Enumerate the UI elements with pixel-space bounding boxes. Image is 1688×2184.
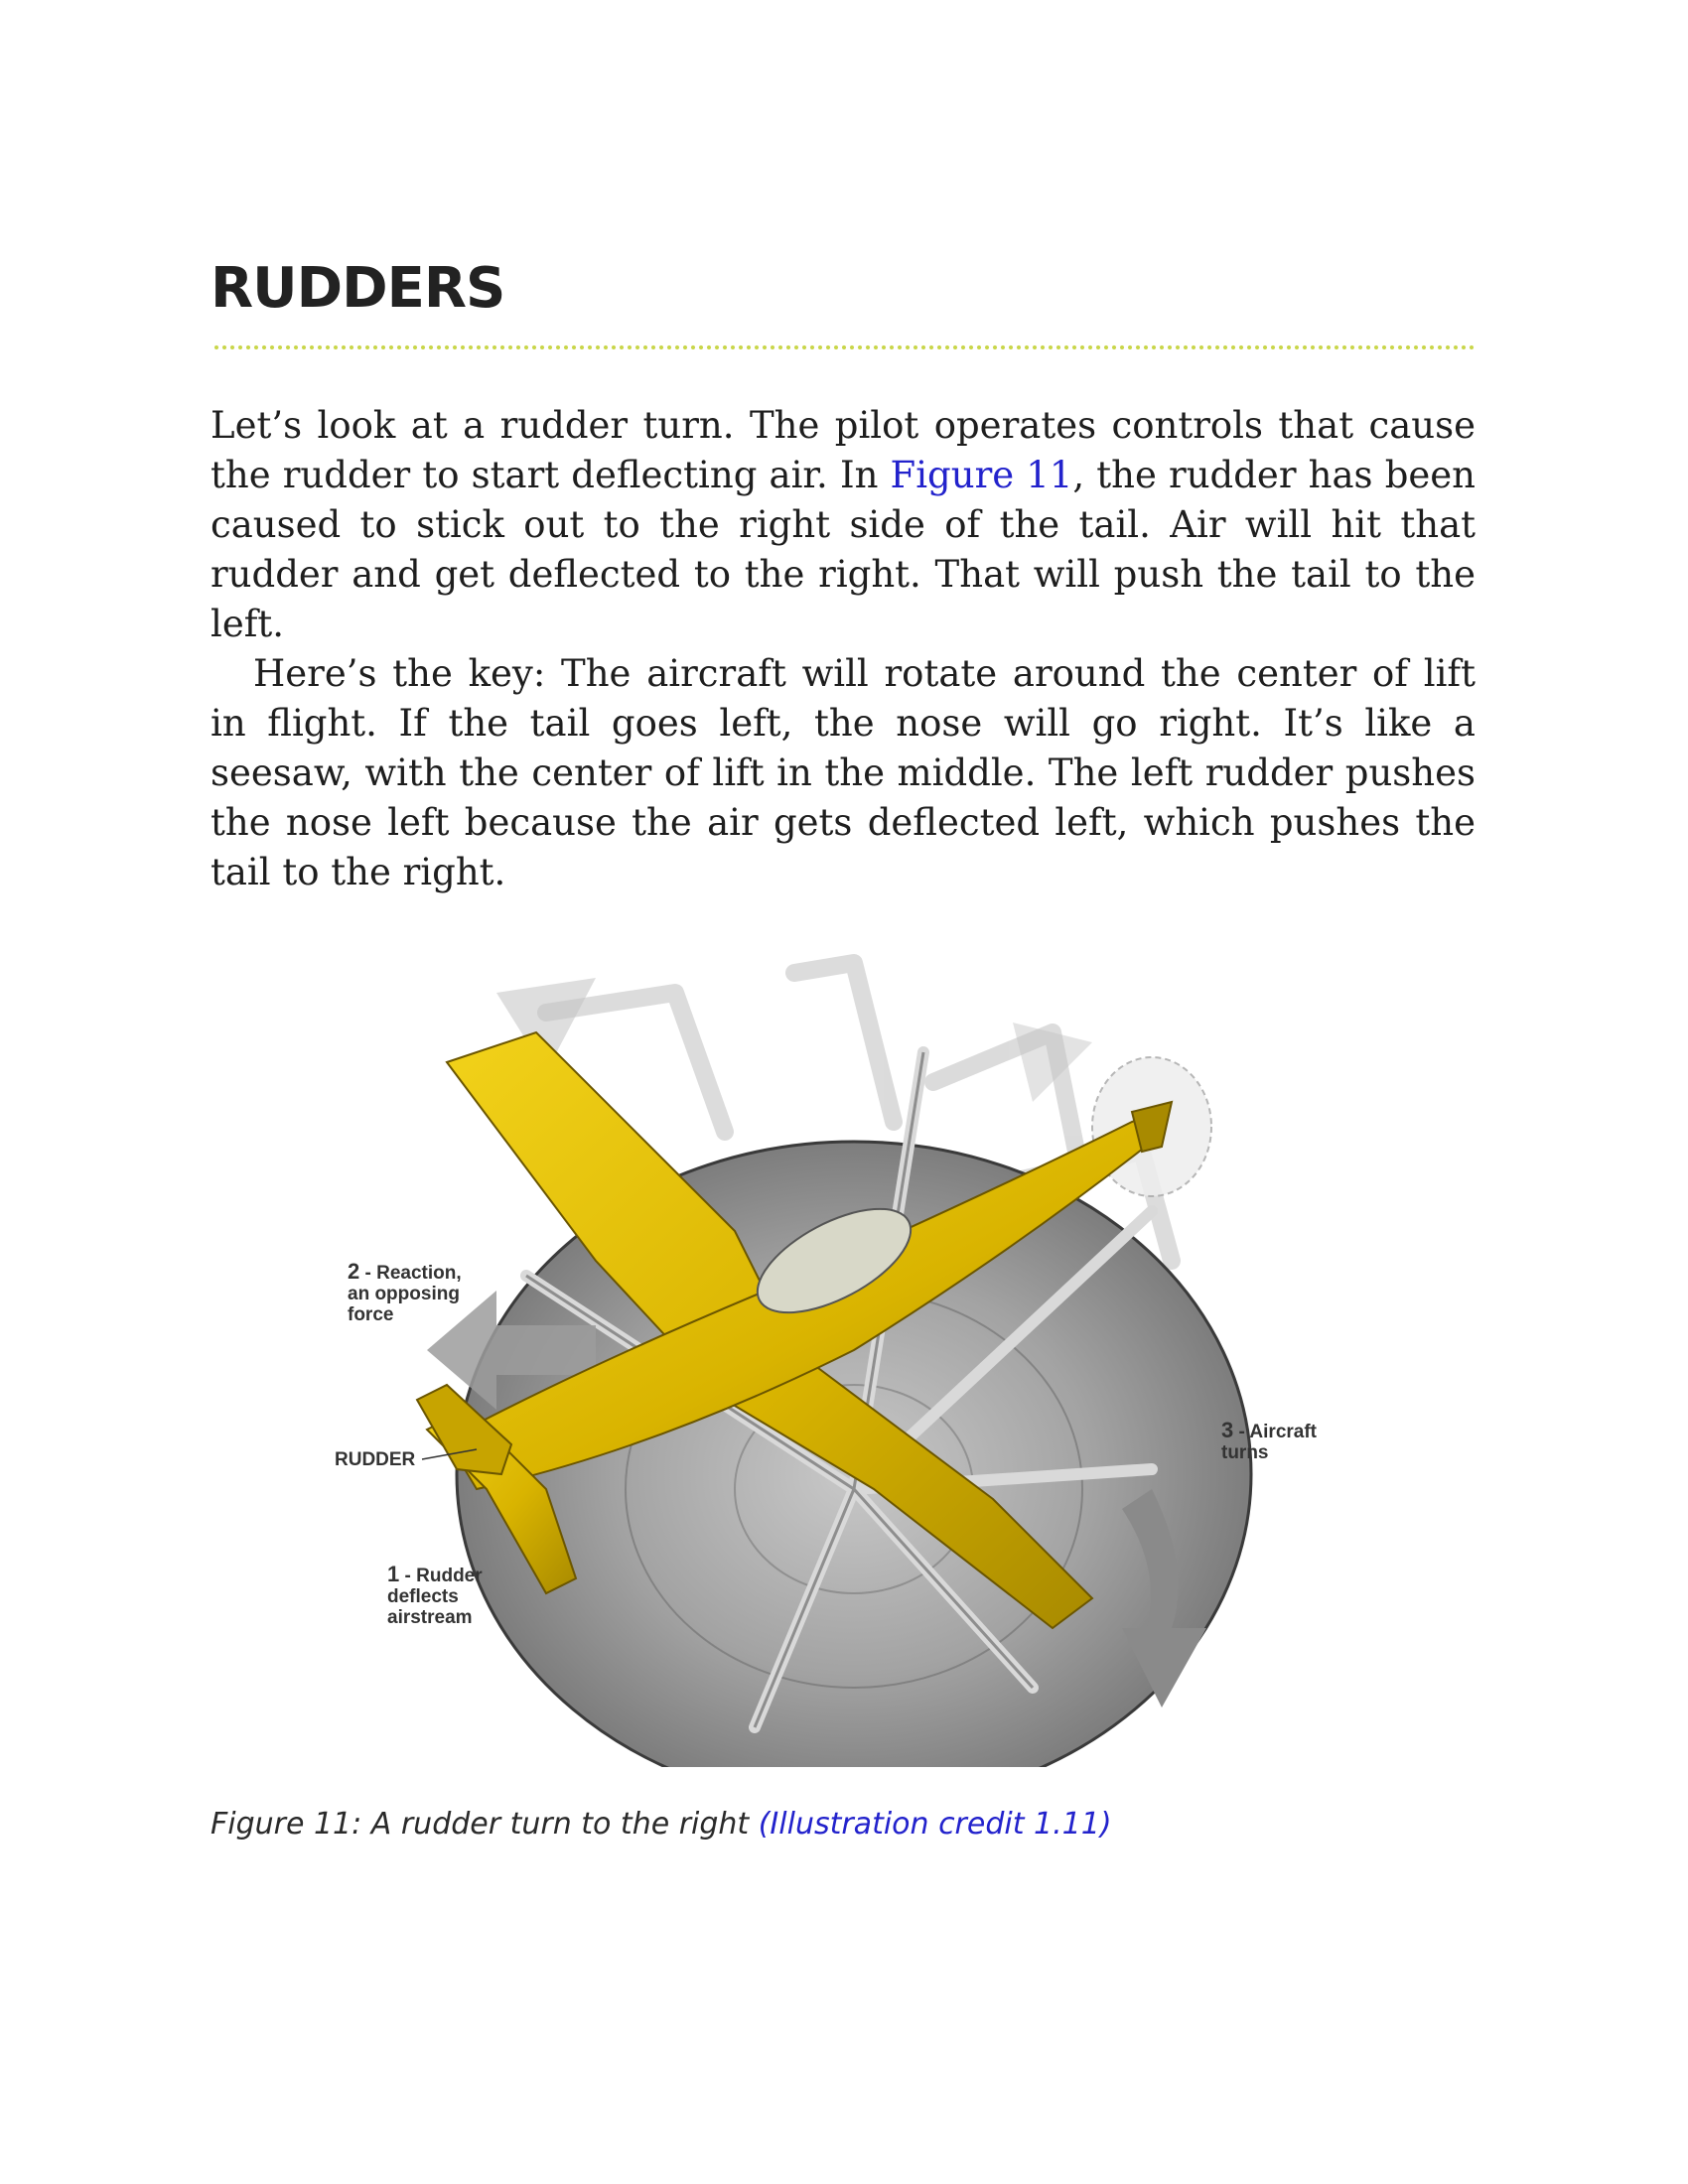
rudder-turn-figure [298,933,1390,1767]
paragraph-1-start: Let’s look at a rudder turn. The pilot operates controls that cause the rudder to start deflecting air. In [211,404,1476,496]
paragraph-1-end: , the rudder has been caused to stick out to the right side of the tail. Air will hit that rudder and get deflected to the right. That will push the tail to the left. [211,454,1476,645]
section-heading: RUDDERS [211,256,505,321]
paragraph-2: Here’s the key: The aircraft will rotate around the center of lift in flight. If the tail goes left, the nose will go right. It’s like a seesaw, with the center of lift in the middle. The left rudder pushes the nose left because the air gets deflected left, which pushes the tail to the right. [211,652,1476,893]
callout-reaction [348,1261,462,1325]
figure-caption [211,1807,1112,1842]
body-text [211,401,1476,897]
callout-deflect-number: 1 [387,1562,400,1586]
callout-turn [1221,1420,1317,1463]
dotted-divider [212,344,1476,350]
callout-turn-text: - Aircraft turns [1221,1422,1318,1463]
callout-reaction-number: 2 [348,1259,360,1284]
illustration-credit-link[interactable]: (Illustration credit 1.11) [758,1807,1112,1842]
rudder-turn-illustration [298,933,1390,1767]
figure-11-link[interactable]: Figure 11 [890,454,1073,496]
callout-rudder: RUDDER [335,1449,416,1470]
paragraph-1 [211,401,1476,649]
callout-reaction-text: - Reaction, an opposing force [348,1263,462,1325]
caption-text: Figure 11: A rudder turn to the right [211,1807,759,1842]
callout-turn-number: 3 [1221,1418,1234,1442]
callout-deflect [387,1564,483,1628]
callout-deflect-text: - Rudder deflects airstream [387,1566,483,1628]
